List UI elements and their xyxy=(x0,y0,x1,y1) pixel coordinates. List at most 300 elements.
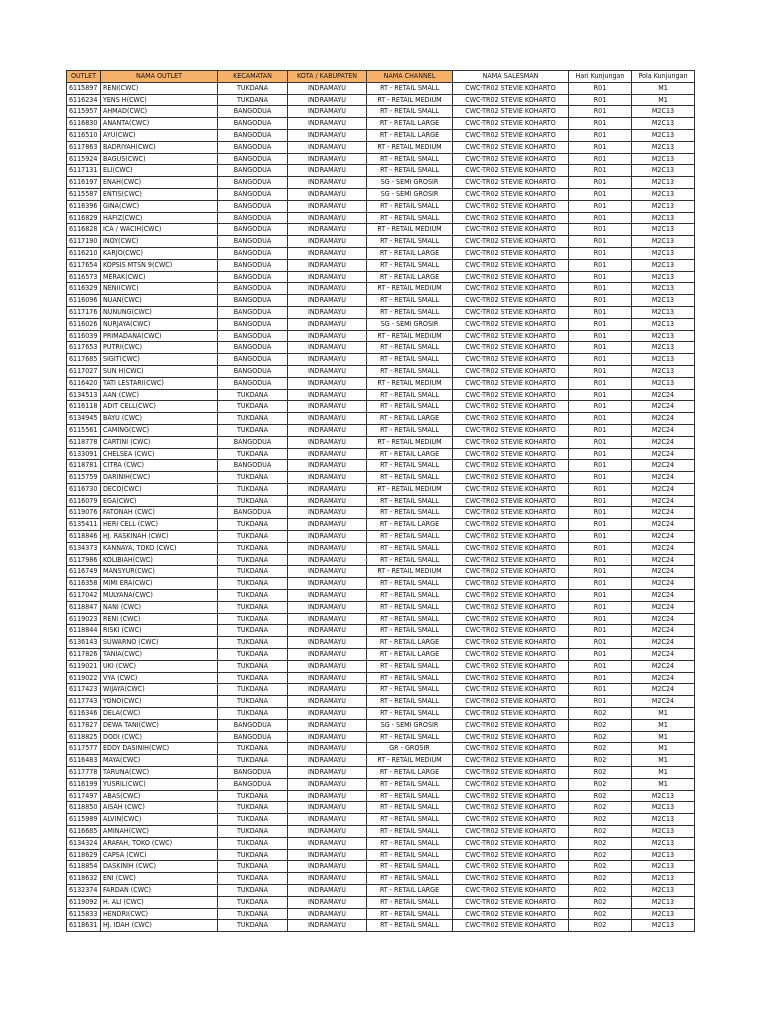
table-row xyxy=(67,778,695,790)
cell-outlet-name: DEWA TANI(CWC) xyxy=(101,719,218,731)
cell-salesman: CWC-TR02 STEVIE KOHARTO xyxy=(453,212,569,224)
cell-hari-kunjungan: R01 xyxy=(569,318,632,330)
cell-outlet-code: 6116210 xyxy=(67,247,101,259)
cell-outlet-name: BADRIYAH(CWC) xyxy=(101,141,218,153)
cell-salesman: CWC-TR02 STEVIE KOHARTO xyxy=(453,165,569,177)
cell-channel: RT - RETAIL SMALL xyxy=(367,861,453,873)
table-row xyxy=(67,129,695,141)
cell-channel: RT - RETAIL SMALL xyxy=(367,259,453,271)
cell-outlet-name: BAYU (CWC) xyxy=(101,413,218,425)
table-row xyxy=(67,177,695,189)
cell-kecamatan: TUKDANA xyxy=(218,448,288,460)
cell-outlet-name: SUN H(CWC) xyxy=(101,365,218,377)
cell-outlet-name: CITRA (CWC) xyxy=(101,460,218,472)
cell-kecamatan: BANGODUA xyxy=(218,318,288,330)
cell-salesman: CWC-TR02 STEVIE KOHARTO xyxy=(453,696,569,708)
table-row xyxy=(67,802,695,814)
cell-channel: RT - RETAIL LARGE xyxy=(367,519,453,531)
cell-pola-kunjungan: M2C24 xyxy=(632,401,695,413)
cell-hari-kunjungan: R01 xyxy=(569,672,632,684)
cell-outlet-name: TATI LESTARI(CWC) xyxy=(101,377,218,389)
cell-pola-kunjungan: M2C24 xyxy=(632,389,695,401)
cell-channel: RT - RETAIL LARGE xyxy=(367,129,453,141)
cell-pola-kunjungan: M2C13 xyxy=(632,141,695,153)
cell-kota-kabupaten: INDRAMAYU xyxy=(288,613,367,625)
cell-salesman: CWC-TR02 STEVIE KOHARTO xyxy=(453,554,569,566)
cell-salesman: CWC-TR02 STEVIE KOHARTO xyxy=(453,401,569,413)
cell-kota-kabupaten: INDRAMAYU xyxy=(288,354,367,366)
cell-hari-kunjungan: R01 xyxy=(569,129,632,141)
cell-salesman: CWC-TR02 STEVIE KOHARTO xyxy=(453,483,569,495)
cell-outlet-name: RISKI (CWC) xyxy=(101,625,218,637)
cell-salesman: CWC-TR02 STEVIE KOHARTO xyxy=(453,837,569,849)
cell-outlet-code: 6117042 xyxy=(67,590,101,602)
cell-outlet-name: PRIMADANA(CWC) xyxy=(101,330,218,342)
cell-channel: RT - RETAIL SMALL xyxy=(367,708,453,720)
cell-salesman: CWC-TR02 STEVIE KOHARTO xyxy=(453,389,569,401)
cell-outlet-code: 6133091 xyxy=(67,448,101,460)
cell-kecamatan: BANGODUA xyxy=(218,247,288,259)
cell-pola-kunjungan: M2C13 xyxy=(632,814,695,826)
cell-outlet-code: 6117577 xyxy=(67,743,101,755)
cell-channel: SG - SEMI GROSIR xyxy=(367,318,453,330)
cell-pola-kunjungan: M2C24 xyxy=(632,507,695,519)
table-row xyxy=(67,212,695,224)
table-row xyxy=(67,318,695,330)
cell-salesman: CWC-TR02 STEVIE KOHARTO xyxy=(453,861,569,873)
cell-pola-kunjungan: M2C13 xyxy=(632,165,695,177)
cell-channel: RT - RETAIL SMALL xyxy=(367,342,453,354)
cell-pola-kunjungan: M2C13 xyxy=(632,212,695,224)
outlet-visit-table xyxy=(66,70,695,932)
cell-kota-kabupaten: INDRAMAYU xyxy=(288,153,367,165)
cell-kecamatan: TUKDANA xyxy=(218,755,288,767)
cell-kota-kabupaten: INDRAMAYU xyxy=(288,365,367,377)
cell-outlet-name: KANNAYA, TOKO (CWC) xyxy=(101,542,218,554)
cell-hari-kunjungan: R01 xyxy=(569,436,632,448)
header-nama-outlet: NAMA OUTLET xyxy=(101,71,218,83)
table-row xyxy=(67,283,695,295)
table-row xyxy=(67,708,695,720)
cell-outlet-code: 6118850 xyxy=(67,802,101,814)
cell-outlet-name: CHELSEA (CWC) xyxy=(101,448,218,460)
cell-channel: RT - RETAIL SMALL xyxy=(367,82,453,94)
cell-kecamatan: BANGODUA xyxy=(218,283,288,295)
cell-hari-kunjungan: R01 xyxy=(569,472,632,484)
cell-pola-kunjungan: M1 xyxy=(632,94,695,106)
cell-kota-kabupaten: INDRAMAYU xyxy=(288,672,367,684)
cell-pola-kunjungan: M2C24 xyxy=(632,519,695,531)
cell-outlet-code: 6117654 xyxy=(67,259,101,271)
cell-hari-kunjungan: R01 xyxy=(569,153,632,165)
cell-salesman: CWC-TR02 STEVIE KOHARTO xyxy=(453,129,569,141)
cell-kecamatan: BANGODUA xyxy=(218,200,288,212)
cell-hari-kunjungan: R01 xyxy=(569,578,632,590)
table-row xyxy=(67,920,695,932)
cell-kota-kabupaten: INDRAMAYU xyxy=(288,767,367,779)
cell-salesman: CWC-TR02 STEVIE KOHARTO xyxy=(453,342,569,354)
cell-outlet-name: ADIT CELL(CWC) xyxy=(101,401,218,413)
cell-channel: RT - RETAIL SMALL xyxy=(367,165,453,177)
cell-pola-kunjungan: M2C24 xyxy=(632,578,695,590)
cell-outlet-code: 6134513 xyxy=(67,389,101,401)
cell-outlet-name: MIMI ERA(CWC) xyxy=(101,578,218,590)
cell-hari-kunjungan: R02 xyxy=(569,767,632,779)
cell-salesman: CWC-TR02 STEVIE KOHARTO xyxy=(453,495,569,507)
cell-outlet-name: RENI (CWC) xyxy=(101,613,218,625)
cell-kota-kabupaten: INDRAMAYU xyxy=(288,424,367,436)
cell-pola-kunjungan: M2C13 xyxy=(632,826,695,838)
cell-hari-kunjungan: R02 xyxy=(569,920,632,932)
cell-outlet-name: FARDAN (CWC) xyxy=(101,884,218,896)
cell-hari-kunjungan: R01 xyxy=(569,330,632,342)
cell-outlet-code: 6117423 xyxy=(67,684,101,696)
cell-channel: RT - RETAIL SMALL xyxy=(367,613,453,625)
table-row xyxy=(67,519,695,531)
cell-hari-kunjungan: R01 xyxy=(569,377,632,389)
cell-salesman: CWC-TR02 STEVIE KOHARTO xyxy=(453,625,569,637)
cell-pola-kunjungan: M2C13 xyxy=(632,188,695,200)
cell-hari-kunjungan: R01 xyxy=(569,590,632,602)
table-row xyxy=(67,542,695,554)
cell-kota-kabupaten: INDRAMAYU xyxy=(288,755,367,767)
cell-kecamatan: BANGODUA xyxy=(218,365,288,377)
cell-outlet-name: DECO(CWC) xyxy=(101,483,218,495)
cell-salesman: CWC-TR02 STEVIE KOHARTO xyxy=(453,247,569,259)
table-row xyxy=(67,271,695,283)
cell-outlet-code: 6115561 xyxy=(67,424,101,436)
cell-channel: RT - RETAIL SMALL xyxy=(367,625,453,637)
table-body xyxy=(67,82,695,931)
cell-salesman: CWC-TR02 STEVIE KOHARTO xyxy=(453,200,569,212)
cell-salesman: CWC-TR02 STEVIE KOHARTO xyxy=(453,649,569,661)
cell-outlet-code: 6117131 xyxy=(67,165,101,177)
cell-salesman: CWC-TR02 STEVIE KOHARTO xyxy=(453,672,569,684)
cell-outlet-name: MAYA(CWC) xyxy=(101,755,218,767)
table-row xyxy=(67,849,695,861)
cell-kecamatan: TUKDANA xyxy=(218,389,288,401)
cell-hari-kunjungan: R02 xyxy=(569,743,632,755)
cell-outlet-name: WIJAYA(CWC) xyxy=(101,684,218,696)
table-row xyxy=(67,554,695,566)
cell-outlet-name: H. ALI (CWC) xyxy=(101,896,218,908)
cell-kota-kabupaten: INDRAMAYU xyxy=(288,778,367,790)
table-row xyxy=(67,507,695,519)
table-row xyxy=(67,613,695,625)
cell-channel: RT - RETAIL SMALL xyxy=(367,542,453,554)
cell-kecamatan: TUKDANA xyxy=(218,814,288,826)
cell-outlet-name: MULYANA(CWC) xyxy=(101,590,218,602)
table-row xyxy=(67,413,695,425)
cell-pola-kunjungan: M2C13 xyxy=(632,908,695,920)
table-row xyxy=(67,743,695,755)
cell-kecamatan: TUKDANA xyxy=(218,413,288,425)
cell-pola-kunjungan: M2C24 xyxy=(632,448,695,460)
cell-kota-kabupaten: INDRAMAYU xyxy=(288,212,367,224)
cell-salesman: CWC-TR02 STEVIE KOHARTO xyxy=(453,354,569,366)
table-row xyxy=(67,814,695,826)
cell-hari-kunjungan: R01 xyxy=(569,212,632,224)
cell-hari-kunjungan: R01 xyxy=(569,448,632,460)
cell-hari-kunjungan: R02 xyxy=(569,896,632,908)
cell-channel: RT - RETAIL SMALL xyxy=(367,814,453,826)
cell-kota-kabupaten: INDRAMAYU xyxy=(288,743,367,755)
table-row xyxy=(67,365,695,377)
cell-salesman: CWC-TR02 STEVIE KOHARTO xyxy=(453,188,569,200)
cell-pola-kunjungan: M2C13 xyxy=(632,873,695,885)
cell-outlet-name: CARTINI (CWC) xyxy=(101,436,218,448)
cell-kota-kabupaten: INDRAMAYU xyxy=(288,495,367,507)
cell-kota-kabupaten: INDRAMAYU xyxy=(288,696,367,708)
cell-salesman: CWC-TR02 STEVIE KOHARTO xyxy=(453,377,569,389)
cell-kecamatan: BANGODUA xyxy=(218,719,288,731)
cell-salesman: CWC-TR02 STEVIE KOHARTO xyxy=(453,177,569,189)
cell-hari-kunjungan: R02 xyxy=(569,731,632,743)
cell-pola-kunjungan: M2C24 xyxy=(632,554,695,566)
cell-outlet-name: NUAN(CWC) xyxy=(101,295,218,307)
cell-channel: RT - RETAIL SMALL xyxy=(367,424,453,436)
cell-kecamatan: TUKDANA xyxy=(218,613,288,625)
cell-salesman: CWC-TR02 STEVIE KOHARTO xyxy=(453,224,569,236)
cell-outlet-code: 6118844 xyxy=(67,625,101,637)
cell-kota-kabupaten: INDRAMAYU xyxy=(288,837,367,849)
table-row xyxy=(67,578,695,590)
cell-kota-kabupaten: INDRAMAYU xyxy=(288,165,367,177)
cell-channel: RT - RETAIL SMALL xyxy=(367,578,453,590)
cell-kota-kabupaten: INDRAMAYU xyxy=(288,590,367,602)
cell-kecamatan: BANGODUA xyxy=(218,436,288,448)
cell-hari-kunjungan: R01 xyxy=(569,531,632,543)
cell-outlet-code: 6117827 xyxy=(67,719,101,731)
cell-outlet-code: 6117826 xyxy=(67,649,101,661)
cell-kota-kabupaten: INDRAMAYU xyxy=(288,908,367,920)
table-row xyxy=(67,118,695,130)
cell-kota-kabupaten: INDRAMAYU xyxy=(288,873,367,885)
cell-kecamatan: BANGODUA xyxy=(218,259,288,271)
cell-outlet-name: DARINIH(CWC) xyxy=(101,472,218,484)
cell-outlet-code: 6116420 xyxy=(67,377,101,389)
cell-pola-kunjungan: M2C24 xyxy=(632,531,695,543)
cell-outlet-name: AYU(CWC) xyxy=(101,129,218,141)
cell-hari-kunjungan: R01 xyxy=(569,283,632,295)
cell-hari-kunjungan: R01 xyxy=(569,625,632,637)
cell-salesman: CWC-TR02 STEVIE KOHARTO xyxy=(453,590,569,602)
cell-outlet-code: 6116685 xyxy=(67,826,101,838)
cell-outlet-name: ELI(CWC) xyxy=(101,165,218,177)
cell-pola-kunjungan: M2C13 xyxy=(632,896,695,908)
cell-channel: RT - RETAIL SMALL xyxy=(367,153,453,165)
cell-pola-kunjungan: M2C13 xyxy=(632,377,695,389)
cell-outlet-code: 6115989 xyxy=(67,814,101,826)
table-row xyxy=(67,306,695,318)
cell-outlet-name: ENAH(CWC) xyxy=(101,177,218,189)
table-row xyxy=(67,153,695,165)
table-row xyxy=(67,200,695,212)
cell-outlet-name: ARAFAH, TOKO (CWC) xyxy=(101,837,218,849)
cell-kecamatan: TUKDANA xyxy=(218,837,288,849)
cell-pola-kunjungan: M2C13 xyxy=(632,884,695,896)
cell-outlet-name: MANSYUR(CWC) xyxy=(101,566,218,578)
cell-hari-kunjungan: R02 xyxy=(569,826,632,838)
cell-outlet-name: RENI(CWC) xyxy=(101,82,218,94)
cell-hari-kunjungan: R02 xyxy=(569,849,632,861)
table-row xyxy=(67,106,695,118)
cell-pola-kunjungan: M2C13 xyxy=(632,129,695,141)
cell-channel: RT - RETAIL SMALL xyxy=(367,306,453,318)
header-kota-kabupaten: KOTA / KABUPATEN xyxy=(288,71,367,83)
cell-kota-kabupaten: INDRAMAYU xyxy=(288,649,367,661)
cell-outlet-name: EGA(CWC) xyxy=(101,495,218,507)
cell-outlet-name: DASKINIH (CWC) xyxy=(101,861,218,873)
cell-hari-kunjungan: R01 xyxy=(569,413,632,425)
cell-channel: RT - RETAIL MEDIUM xyxy=(367,483,453,495)
cell-outlet-name: INOY(CWC) xyxy=(101,236,218,248)
cell-kota-kabupaten: INDRAMAYU xyxy=(288,507,367,519)
cell-hari-kunjungan: R01 xyxy=(569,295,632,307)
cell-channel: RT - RETAIL SMALL xyxy=(367,873,453,885)
cell-outlet-code: 6119023 xyxy=(67,613,101,625)
cell-outlet-name: EDDY DASINIH(CWC) xyxy=(101,743,218,755)
cell-kecamatan: BANGODUA xyxy=(218,295,288,307)
cell-hari-kunjungan: R02 xyxy=(569,873,632,885)
cell-pola-kunjungan: M1 xyxy=(632,743,695,755)
cell-kota-kabupaten: INDRAMAYU xyxy=(288,861,367,873)
cell-kecamatan: BANGODUA xyxy=(218,153,288,165)
cell-kota-kabupaten: INDRAMAYU xyxy=(288,578,367,590)
table-row xyxy=(67,684,695,696)
cell-pola-kunjungan: M2C13 xyxy=(632,342,695,354)
cell-channel: RT - RETAIL SMALL xyxy=(367,908,453,920)
cell-pola-kunjungan: M2C13 xyxy=(632,224,695,236)
cell-hari-kunjungan: R01 xyxy=(569,306,632,318)
cell-kecamatan: TUKDANA xyxy=(218,519,288,531)
outlet-visit-table-sheet xyxy=(66,70,694,932)
cell-kota-kabupaten: INDRAMAYU xyxy=(288,531,367,543)
cell-kecamatan: TUKDANA xyxy=(218,625,288,637)
cell-pola-kunjungan: M2C13 xyxy=(632,259,695,271)
cell-outlet-code: 6117986 xyxy=(67,554,101,566)
cell-outlet-code: 6116830 xyxy=(67,118,101,130)
cell-kecamatan: BANGODUA xyxy=(218,118,288,130)
cell-kecamatan: TUKDANA xyxy=(218,743,288,755)
cell-channel: RT - RETAIL MEDIUM xyxy=(367,436,453,448)
cell-hari-kunjungan: R02 xyxy=(569,837,632,849)
cell-channel: RT - RETAIL MEDIUM xyxy=(367,755,453,767)
cell-salesman: CWC-TR02 STEVIE KOHARTO xyxy=(453,719,569,731)
cell-outlet-name: DELA(CWC) xyxy=(101,708,218,720)
cell-hari-kunjungan: R01 xyxy=(569,271,632,283)
cell-kecamatan: BANGODUA xyxy=(218,106,288,118)
cell-salesman: CWC-TR02 STEVIE KOHARTO xyxy=(453,566,569,578)
cell-channel: RT - RETAIL LARGE xyxy=(367,448,453,460)
cell-salesman: CWC-TR02 STEVIE KOHARTO xyxy=(453,731,569,743)
cell-kota-kabupaten: INDRAMAYU xyxy=(288,566,367,578)
table-row xyxy=(67,236,695,248)
cell-outlet-name: AAN (CWC) xyxy=(101,389,218,401)
cell-kecamatan: TUKDANA xyxy=(218,483,288,495)
cell-salesman: CWC-TR02 STEVIE KOHARTO xyxy=(453,106,569,118)
cell-pola-kunjungan: M2C24 xyxy=(632,590,695,602)
cell-channel: RT - RETAIL SMALL xyxy=(367,295,453,307)
cell-outlet-code: 6118629 xyxy=(67,849,101,861)
cell-outlet-code: 6119021 xyxy=(67,660,101,672)
cell-channel: RT - RETAIL SMALL xyxy=(367,460,453,472)
cell-kota-kabupaten: INDRAMAYU xyxy=(288,719,367,731)
cell-hari-kunjungan: R02 xyxy=(569,884,632,896)
cell-kecamatan: TUKDANA xyxy=(218,566,288,578)
cell-outlet-code: 6119092 xyxy=(67,896,101,908)
cell-hari-kunjungan: R02 xyxy=(569,908,632,920)
cell-channel: RT - RETAIL LARGE xyxy=(367,637,453,649)
cell-salesman: CWC-TR02 STEVIE KOHARTO xyxy=(453,755,569,767)
cell-kota-kabupaten: INDRAMAYU xyxy=(288,259,367,271)
cell-hari-kunjungan: R01 xyxy=(569,483,632,495)
cell-pola-kunjungan: M2C24 xyxy=(632,460,695,472)
cell-outlet-code: 6134324 xyxy=(67,837,101,849)
cell-outlet-code: 6117027 xyxy=(67,365,101,377)
table-row xyxy=(67,660,695,672)
cell-salesman: CWC-TR02 STEVIE KOHARTO xyxy=(453,306,569,318)
cell-pola-kunjungan: M1 xyxy=(632,731,695,743)
cell-hari-kunjungan: R01 xyxy=(569,424,632,436)
cell-hari-kunjungan: R02 xyxy=(569,814,632,826)
table-row xyxy=(67,165,695,177)
cell-kecamatan: TUKDANA xyxy=(218,696,288,708)
cell-salesman: CWC-TR02 STEVIE KOHARTO xyxy=(453,271,569,283)
table-row xyxy=(67,531,695,543)
cell-kota-kabupaten: INDRAMAYU xyxy=(288,283,367,295)
cell-channel: RT - RETAIL LARGE xyxy=(367,247,453,259)
table-row xyxy=(67,884,695,896)
cell-hari-kunjungan: R01 xyxy=(569,519,632,531)
cell-kota-kabupaten: INDRAMAYU xyxy=(288,106,367,118)
cell-kota-kabupaten: INDRAMAYU xyxy=(288,554,367,566)
cell-outlet-code: 6118631 xyxy=(67,920,101,932)
cell-kecamatan: TUKDANA xyxy=(218,660,288,672)
cell-pola-kunjungan: M2C24 xyxy=(632,672,695,684)
cell-channel: RT - RETAIL MEDIUM xyxy=(367,141,453,153)
cell-hari-kunjungan: R02 xyxy=(569,802,632,814)
cell-channel: RT - RETAIL SMALL xyxy=(367,920,453,932)
cell-channel: RT - RETAIL SMALL xyxy=(367,236,453,248)
cell-channel: RT - RETAIL SMALL xyxy=(367,212,453,224)
cell-channel: RT - RETAIL SMALL xyxy=(367,672,453,684)
cell-channel: RT - RETAIL SMALL xyxy=(367,684,453,696)
cell-kota-kabupaten: INDRAMAYU xyxy=(288,448,367,460)
cell-salesman: CWC-TR02 STEVIE KOHARTO xyxy=(453,896,569,908)
cell-channel: GR - GROSIR xyxy=(367,743,453,755)
cell-outlet-code: 6116573 xyxy=(67,271,101,283)
cell-kecamatan: TUKDANA xyxy=(218,542,288,554)
cell-salesman: CWC-TR02 STEVIE KOHARTO xyxy=(453,330,569,342)
cell-pola-kunjungan: M2C13 xyxy=(632,837,695,849)
cell-pola-kunjungan: M2C24 xyxy=(632,542,695,554)
cell-outlet-name: SUWARNO (CWC) xyxy=(101,637,218,649)
cell-outlet-name: TANIA(CWC) xyxy=(101,649,218,661)
cell-outlet-name: NANI (CWC) xyxy=(101,601,218,613)
cell-hari-kunjungan: R01 xyxy=(569,554,632,566)
cell-hari-kunjungan: R01 xyxy=(569,259,632,271)
cell-salesman: CWC-TR02 STEVIE KOHARTO xyxy=(453,684,569,696)
cell-outlet-code: 6116828 xyxy=(67,224,101,236)
cell-channel: RT - RETAIL LARGE xyxy=(367,649,453,661)
cell-kecamatan: BANGODUA xyxy=(218,165,288,177)
cell-outlet-code: 6118854 xyxy=(67,861,101,873)
cell-pola-kunjungan: M2C13 xyxy=(632,118,695,130)
cell-outlet-code: 6117778 xyxy=(67,767,101,779)
cell-salesman: CWC-TR02 STEVIE KOHARTO xyxy=(453,531,569,543)
table-row xyxy=(67,460,695,472)
